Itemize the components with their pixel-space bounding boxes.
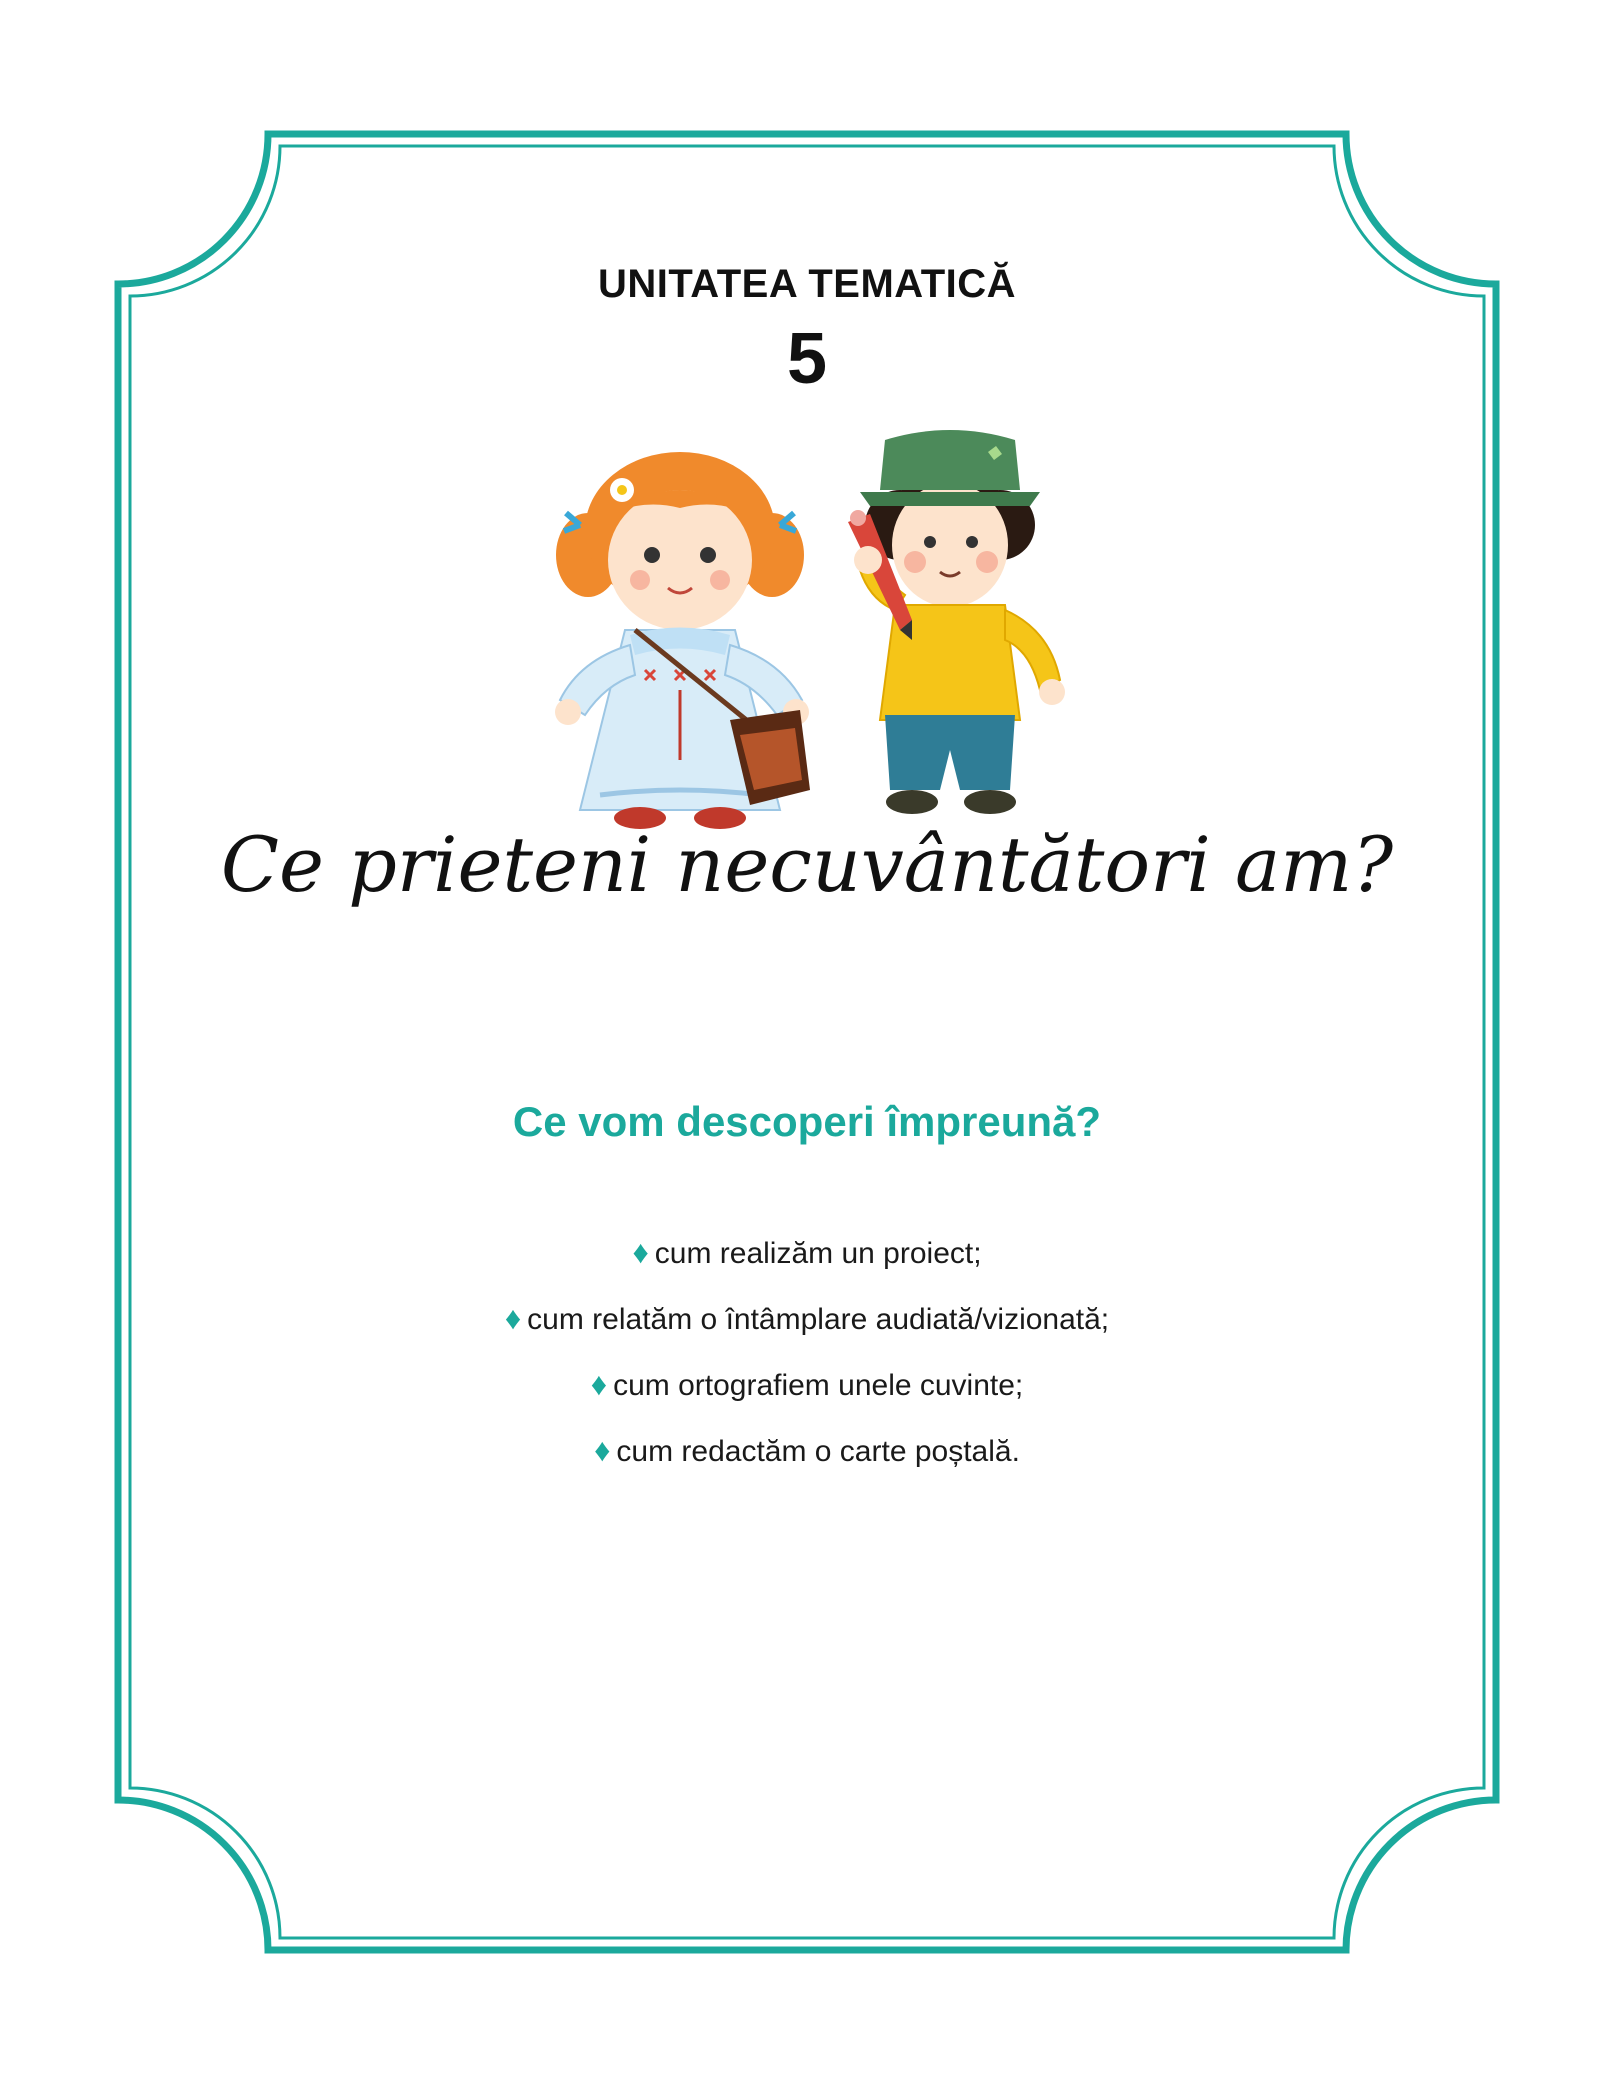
frame-inner-border — [130, 146, 1484, 1938]
list-item — [0, 1298, 1614, 1364]
objectives-list — [0, 1232, 1614, 1496]
objective-text: cum realizăm un proiect; — [654, 1237, 982, 1270]
objective-text: cum relatăm o întâmplare audiată/vizionată; — [527, 1303, 1110, 1336]
section-subtitle: Ce vom descoperi împreună? — [512, 1098, 1102, 1145]
children-illustration — [540, 430, 1080, 830]
objective-text: cum redactăm o carte poștală. — [616, 1435, 1020, 1468]
unit-label: UNITATEA TEMATICĂ — [597, 262, 1017, 306]
frame-outer-border — [118, 134, 1496, 1950]
list-item — [0, 1430, 1614, 1496]
diamond-icon: ♦ — [594, 1432, 611, 1468]
unit-number: 5 — [786, 319, 828, 399]
chapter-title: Ce prieteni necuvântători am? — [220, 820, 1394, 909]
girl-figure — [555, 452, 810, 829]
list-item — [0, 1364, 1614, 1430]
diamond-icon: ♦ — [504, 1300, 522, 1336]
diamond-icon: ♦ — [590, 1366, 608, 1402]
diamond-icon: ♦ — [632, 1234, 649, 1270]
list-item — [0, 1232, 1614, 1298]
objective-text: cum ortografiem unele cuvinte; — [613, 1369, 1024, 1402]
boy-figure — [848, 430, 1065, 814]
